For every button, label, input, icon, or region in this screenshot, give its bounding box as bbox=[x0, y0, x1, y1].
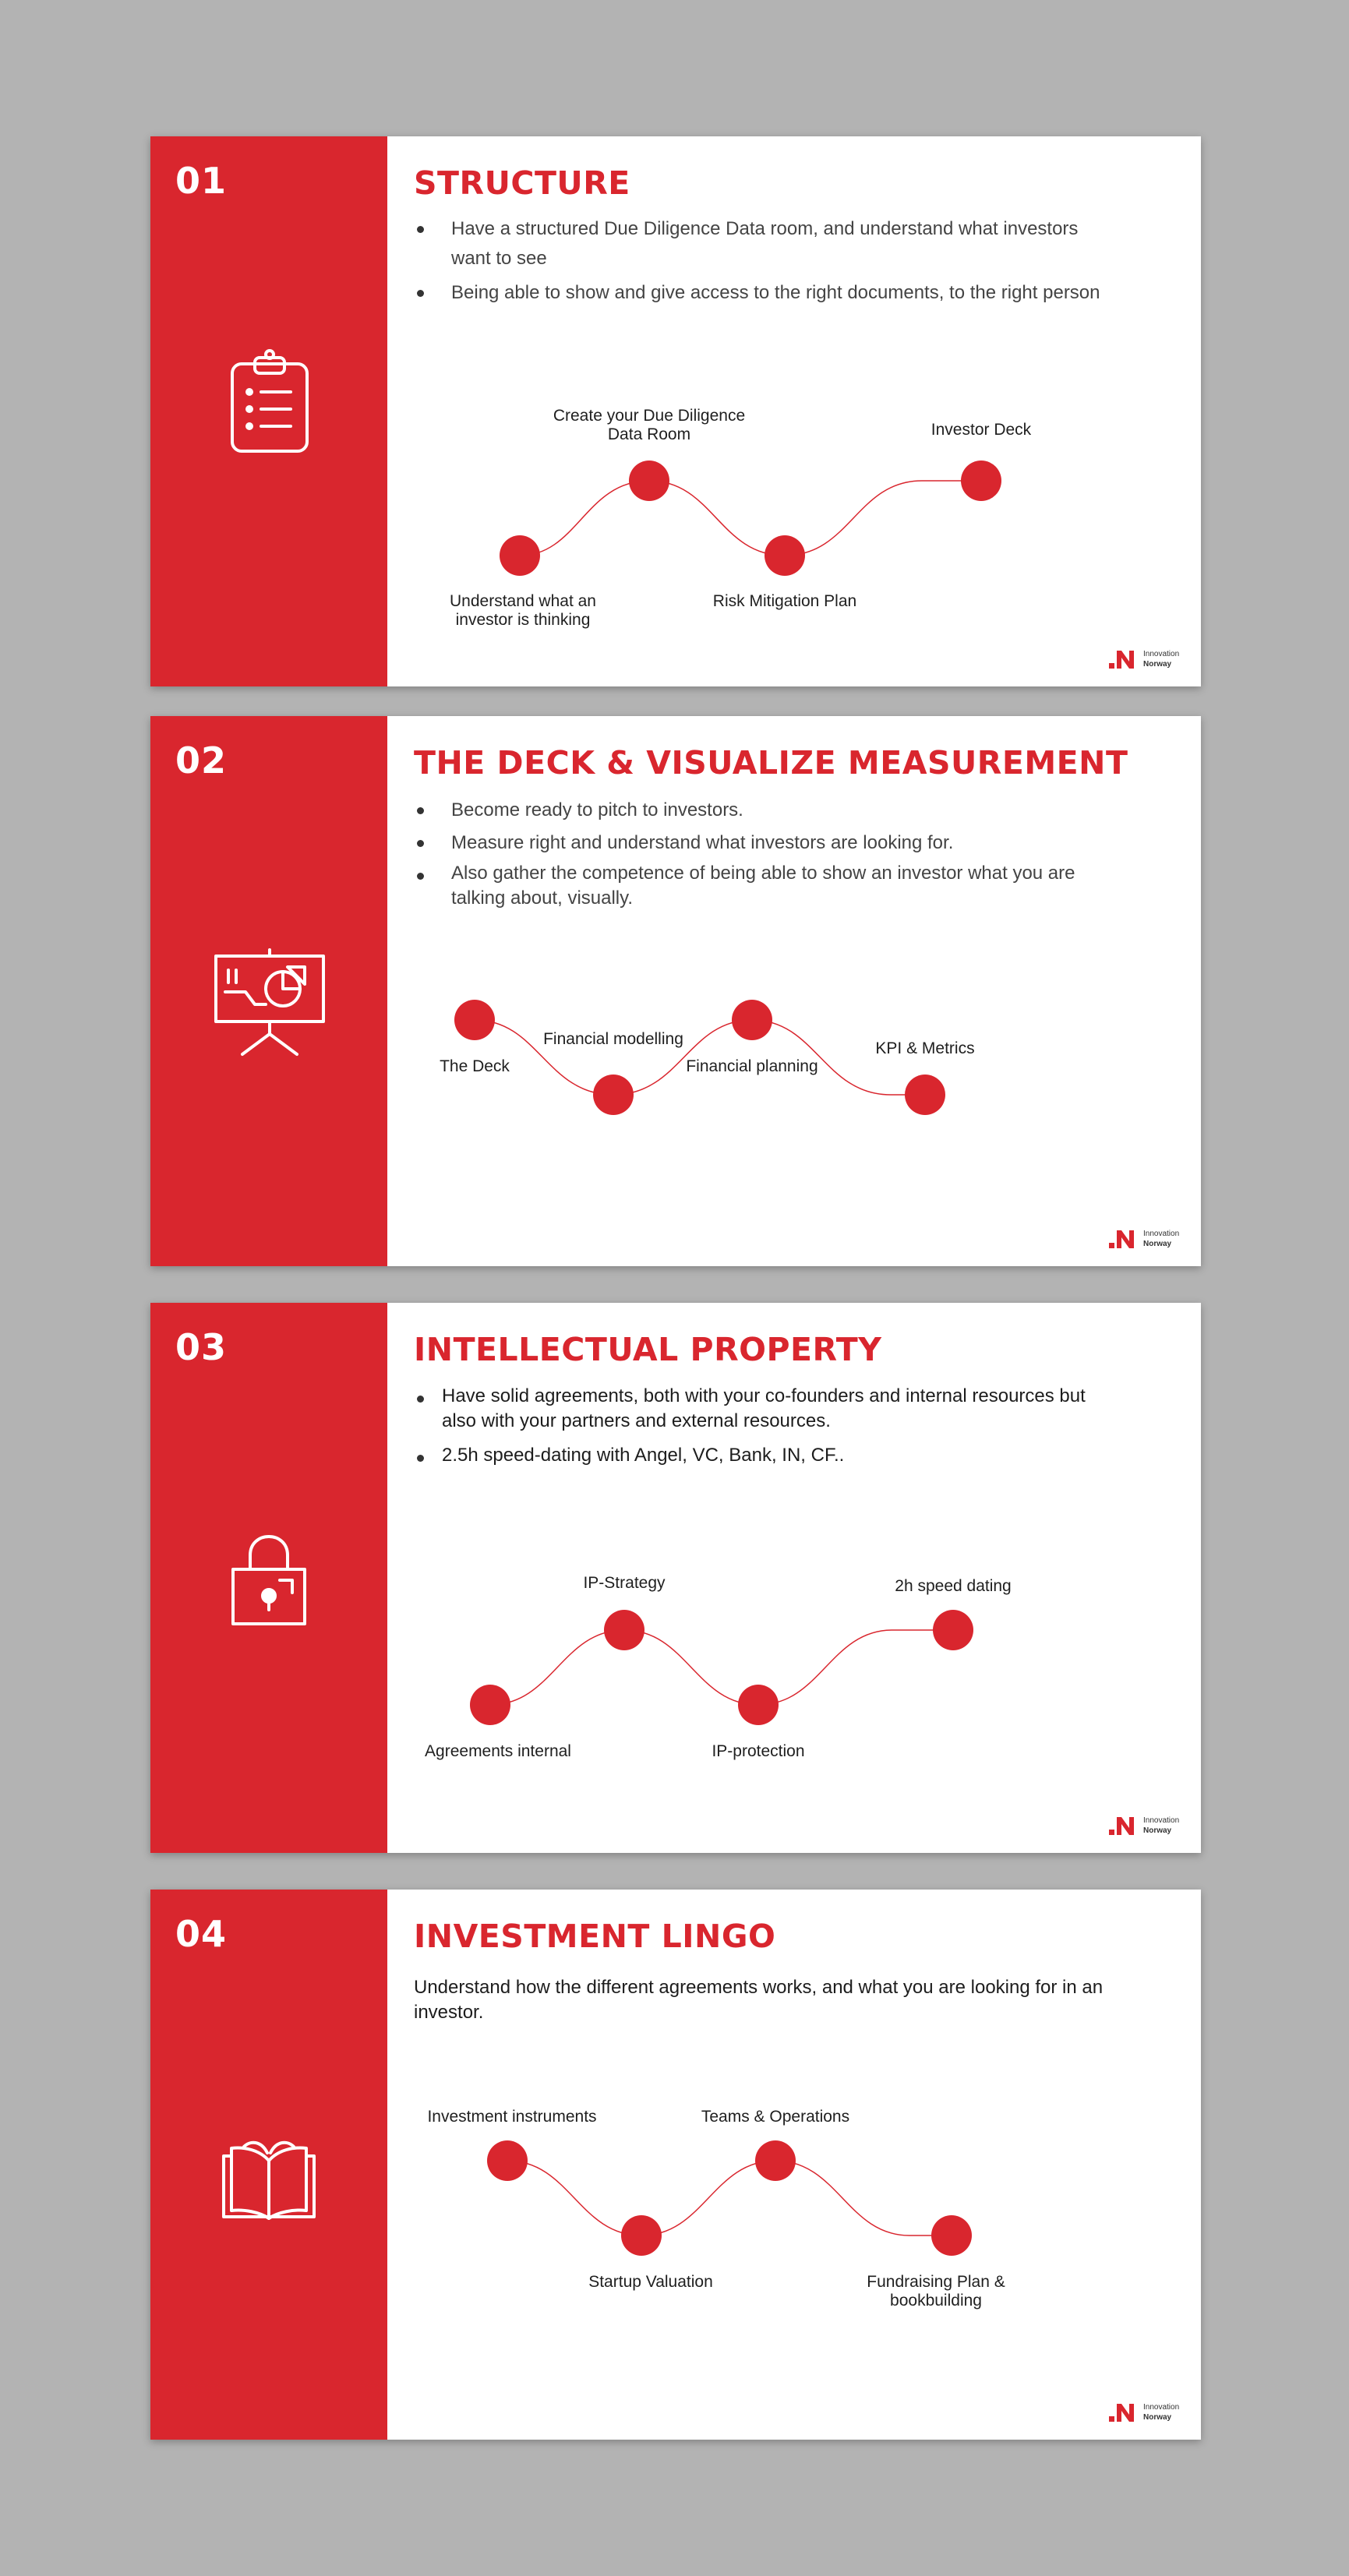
node-label: IP-Strategy bbox=[583, 1574, 666, 1592]
slide-number: 03 bbox=[175, 1326, 228, 1368]
slide-number: 01 bbox=[175, 160, 228, 202]
node-label: Investment instruments bbox=[427, 2108, 597, 2126]
timeline-node bbox=[738, 1685, 779, 1725]
timeline-node bbox=[454, 1000, 495, 1040]
slide-number: 04 bbox=[175, 1913, 228, 1955]
bullet-item: Become ready to pitch to investors. bbox=[414, 796, 1115, 825]
logo-line2: Norway bbox=[1143, 2413, 1172, 2422]
bullet-item: Measure right and understand what investors are looking for. bbox=[414, 828, 1115, 858]
timeline bbox=[414, 136, 1201, 686]
node-label: Risk Mitigation Plan bbox=[712, 592, 857, 610]
node-label: The Deck bbox=[440, 1057, 510, 1075]
logo-mark-icon bbox=[1107, 1812, 1140, 1839]
presentation-board-icon bbox=[214, 947, 325, 1057]
open-book-icon bbox=[221, 2137, 317, 2220]
innovation-norway-logo bbox=[1107, 1226, 1185, 1252]
timeline bbox=[414, 1303, 1201, 1853]
bullet-item: Being able to show and give access to the right documents, to the right person bbox=[414, 278, 1115, 308]
logo-line1: Innovation bbox=[1143, 650, 1180, 658]
timeline-node bbox=[905, 1075, 945, 1115]
slide-sidebar bbox=[150, 136, 387, 686]
node-label: Teams & Operations bbox=[701, 2108, 850, 2126]
slide-sidebar bbox=[150, 1303, 387, 1853]
node-label: Fundraising Plan & bookbuilding bbox=[867, 2273, 1005, 2310]
timeline-curve bbox=[507, 2161, 952, 2235]
logo-mark-icon bbox=[1107, 646, 1140, 672]
bullet-item: Have a structured Due Diligence Data room, and understand what investors want to see bbox=[414, 214, 1115, 273]
node-label: Agreements internal bbox=[425, 1742, 571, 1760]
slide-sidebar bbox=[150, 1890, 387, 2440]
slide-title: INTELLECTUAL PROPERTY bbox=[414, 1331, 882, 1368]
slide-title: THE DECK & VISUALIZE MEASUREMENT bbox=[414, 744, 1128, 782]
timeline-node bbox=[487, 2140, 528, 2181]
slide-structure bbox=[150, 136, 1201, 686]
timeline-node bbox=[470, 1685, 510, 1725]
timeline-node bbox=[500, 535, 540, 576]
slide-deck bbox=[150, 716, 1201, 1266]
slide-sidebar bbox=[150, 716, 387, 1266]
innovation-norway-logo bbox=[1107, 1812, 1185, 1839]
timeline-node bbox=[621, 2215, 662, 2256]
timeline bbox=[414, 1890, 1201, 2440]
bullet-item: Also gather the competence of being able to show an investor what you are talking about, visually. bbox=[414, 861, 1115, 911]
clipboard-icon bbox=[214, 347, 325, 457]
innovation-norway-logo bbox=[1107, 646, 1185, 672]
timeline bbox=[414, 716, 1201, 1266]
timeline-curve bbox=[490, 1630, 953, 1705]
logo-line1: Innovation bbox=[1143, 2403, 1180, 2412]
node-label: Startup Valuation bbox=[588, 2273, 713, 2291]
bullet-item: 2.5h speed-dating with Angel, VC, Bank, IN, CF.. bbox=[414, 1443, 1115, 1468]
timeline-node bbox=[931, 2215, 972, 2256]
padlock-icon bbox=[225, 1533, 313, 1627]
logo-mark-icon bbox=[1107, 2399, 1140, 2426]
logo-line1: Innovation bbox=[1143, 1230, 1180, 1238]
node-label: Investor Deck bbox=[931, 421, 1032, 439]
bullet-item: Have solid agreements, both with your co-founders and internal resources but also with your partners and external resources. bbox=[414, 1384, 1115, 1434]
timeline-curve bbox=[520, 481, 981, 556]
node-label: 2h speed dating bbox=[895, 1577, 1012, 1595]
slide-intellectual-property bbox=[150, 1303, 1201, 1853]
logo-line2: Norway bbox=[1143, 660, 1172, 669]
slide-number: 02 bbox=[175, 739, 228, 782]
logo-mark-icon bbox=[1107, 1226, 1140, 1252]
timeline-node bbox=[593, 1075, 634, 1115]
node-label: Understand what an investor is thinking bbox=[450, 592, 596, 629]
timeline-node bbox=[732, 1000, 772, 1040]
timeline-node bbox=[755, 2140, 796, 2181]
slide-investment-lingo bbox=[150, 1890, 1201, 2440]
node-label: Financial modelling bbox=[543, 1030, 683, 1048]
node-label: IP-protection bbox=[712, 1742, 805, 1760]
slide-title: STRUCTURE bbox=[414, 164, 630, 202]
logo-line2: Norway bbox=[1143, 1240, 1172, 1248]
timeline-node bbox=[629, 461, 669, 501]
node-label: KPI & Metrics bbox=[875, 1039, 975, 1057]
timeline-node bbox=[933, 1610, 973, 1650]
node-label: Financial planning bbox=[686, 1057, 818, 1075]
logo-line2: Norway bbox=[1143, 1826, 1172, 1835]
intro-text: Understand how the different agreements works, and what you are looking for in an investor. bbox=[414, 1977, 1104, 2023]
timeline-node bbox=[604, 1610, 644, 1650]
slide-title: INVESTMENT LINGO bbox=[414, 1918, 776, 1955]
innovation-norway-logo bbox=[1107, 2399, 1185, 2426]
node-label: Create your Due Diligence Data Room bbox=[553, 407, 746, 443]
timeline-node bbox=[765, 535, 805, 576]
logo-line1: Innovation bbox=[1143, 1816, 1180, 1825]
timeline-node bbox=[961, 461, 1001, 501]
